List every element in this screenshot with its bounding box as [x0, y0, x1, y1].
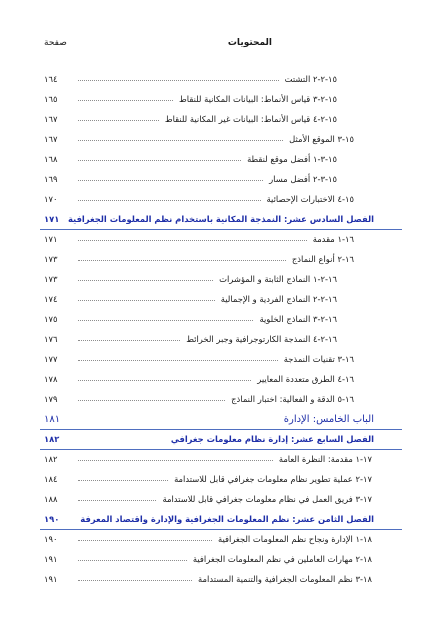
dot-leader — [78, 240, 307, 241]
toc-entry-title: ١٥-٣ الموقع الأمثل — [289, 134, 354, 144]
toc-entry-title: ١٥-٢-٣ قياس الأنماط: البيانات المكانية للنقاط — [179, 94, 337, 104]
toc-entry-title: ١٨-١ الإدارة ونجاح نظم المعلومات الجغرافية — [217, 534, 372, 544]
dot-leader — [78, 300, 215, 301]
dot-leader — [78, 320, 253, 321]
toc-entry-title: ١٥-٢-٢ التشتت — [284, 74, 337, 84]
toc-entry-title: ١٨-٢ مهارات العاملين في نظم المعلومات الجغرافية — [192, 554, 372, 564]
toc-entry-title: ١٦-٤ الطرق متعددة المعايير — [257, 374, 354, 384]
toc-entry-page: ١٧٠ — [44, 194, 58, 204]
toc-entry-title: ١٧-٣ فريق العمل في نظام معلومات جغرافي قابل للاستدامة — [162, 494, 372, 504]
toc-entry[interactable] — [0, 290, 442, 310]
toc-entry[interactable] — [0, 470, 442, 490]
dot-leader — [78, 340, 180, 341]
dot-leader — [78, 580, 192, 581]
dot-leader — [78, 380, 251, 381]
dot-leader — [78, 560, 187, 561]
toc-entry-page: ١٦٩ — [44, 174, 58, 184]
toc-entry-title: ١٧-٢ عملية تطوير نظام معلومات جغرافي قابل للاستدامة — [174, 474, 372, 484]
dot-leader — [78, 100, 173, 101]
toc-entry-title: الفصل الثامن عشر: نظم المعلومات الجغرافية والإدارة واقتصاد المعرفة — [80, 514, 374, 524]
toc-entry[interactable] — [0, 530, 442, 550]
toc-entry[interactable] — [0, 250, 442, 270]
toc-entry[interactable] — [0, 110, 442, 130]
dot-leader — [78, 400, 225, 401]
toc-entry-title: الفصل السابع عشر: إدارة نظام معلومات جغرافي — [170, 434, 374, 444]
dot-leader — [78, 200, 261, 201]
dot-leader — [78, 500, 156, 501]
toc-entry-page: ١٧١ — [44, 234, 58, 244]
toc-chapter-entry[interactable] — [0, 430, 442, 450]
toc-entry-title: ١٦-٢-١ النماذج الثابتة و المؤشرات — [219, 274, 337, 284]
dot-leader — [78, 540, 212, 541]
toc-chapter-entry[interactable] — [0, 210, 442, 230]
toc-entry-title: ١٥-٢-٤ قياس الأنماط: البيانات غير المكانية للنقاط — [164, 114, 337, 124]
toc-entry-page: ١٧٣ — [44, 254, 58, 264]
dot-leader — [78, 140, 283, 141]
toc-entry-page: ١٨١ — [44, 414, 61, 425]
toc-entry[interactable] — [0, 570, 442, 590]
toc-entry-page: ١٨٢ — [44, 434, 60, 444]
toc-entry-page: ١٧٦ — [44, 334, 58, 344]
toc-entry-page: ١٧٥ — [44, 314, 58, 324]
toc-chapter-entry[interactable] — [0, 510, 442, 530]
dot-leader — [78, 80, 279, 81]
toc-entry-page: ١٧٣ — [44, 274, 58, 284]
toc-entry-title: ١٦-٢-٢ النماذج الفردية و الإجمالية — [220, 294, 337, 304]
toc-entry[interactable] — [0, 90, 442, 110]
toc-title: المحتويات — [227, 38, 272, 48]
toc-entry[interactable] — [0, 170, 442, 190]
dot-leader — [78, 260, 286, 261]
toc-entry-title: ١٧-١ مقدمة: النظرة العامة — [278, 454, 372, 464]
dot-leader — [78, 480, 168, 481]
toc-entry-page: ١٨٨ — [44, 494, 58, 504]
toc-entry[interactable] — [0, 190, 442, 210]
toc-entry-page: ١٦٨ — [44, 154, 58, 164]
toc-entry-page: ١٧١ — [44, 214, 60, 224]
dot-leader — [78, 120, 159, 121]
toc-entry-page: ١٦٤ — [44, 74, 58, 84]
toc-header — [0, 38, 442, 54]
toc-entry-page: ١٩٠ — [44, 534, 58, 544]
toc-entry[interactable] — [0, 490, 442, 510]
toc-entry-title: الباب الخامس: الإدارة — [283, 414, 374, 425]
toc-entry-title: ١٥-٤ الاختبارات الإحصائية — [266, 194, 354, 204]
toc-entry-title: الفصل السادس عشر: النمذجة المكانية باستخدام نظم المعلومات الجغرافية — [67, 214, 374, 224]
toc-entry-title: ١٦-٥ الدقة و الفعالية: اختبار النماذج — [231, 394, 354, 404]
toc-entry[interactable] — [0, 130, 442, 150]
toc-entry-page: ١٩١ — [44, 554, 58, 564]
toc-entry-title: ١٦-٢-٤ النمذجة الكارتوجرافية وجبر الخرائط — [186, 334, 337, 344]
dot-leader — [78, 180, 263, 181]
page-column-label: صفحة — [44, 38, 67, 48]
toc-entry-page: ١٨٤ — [44, 474, 58, 484]
toc-part-entry[interactable] — [0, 410, 442, 430]
dot-leader — [78, 160, 241, 161]
toc-entry-page: ١٩٠ — [44, 514, 60, 524]
toc-entry[interactable] — [0, 270, 442, 290]
toc-entry-page: ١٨٢ — [44, 454, 58, 464]
toc-entry[interactable] — [0, 330, 442, 350]
toc-entry-page: ١٦٥ — [44, 94, 58, 104]
toc-entry-page: ١٩١ — [44, 574, 58, 584]
toc-entry-title: ١٦-٣ تقنيات النمذجة — [283, 354, 354, 364]
toc-entry[interactable] — [0, 150, 442, 170]
toc-entry-title: ١٥-٣-٢ أفضل مسار — [269, 174, 337, 184]
dot-leader — [78, 360, 278, 361]
toc-entry-title: ١٥-٣-١ أفضل موقع لنقطة — [247, 154, 337, 164]
toc-entry[interactable] — [0, 370, 442, 390]
toc-entry[interactable] — [0, 350, 442, 370]
toc-entry[interactable] — [0, 230, 442, 250]
toc-entry-title: ١٦-١ مقدمة — [312, 234, 354, 244]
toc-entry[interactable] — [0, 450, 442, 470]
toc-entry-title: ١٦-٢ أنواع النماذج — [291, 254, 354, 264]
toc-entry-title: ١٦-٢-٣ النماذج الخلوية — [259, 314, 337, 324]
dot-leader — [78, 460, 273, 461]
toc-entry[interactable] — [0, 390, 442, 410]
toc-entry[interactable] — [0, 310, 442, 330]
toc-entry[interactable] — [0, 70, 442, 90]
toc-entry-page: ١٧٧ — [44, 354, 58, 364]
toc-entry-page: ١٦٧ — [44, 114, 58, 124]
toc-entry-page: ١٧٩ — [44, 394, 58, 404]
toc-entry-page: ١٦٧ — [44, 134, 58, 144]
toc-entry-page: ١٧٨ — [44, 374, 58, 384]
dot-leader — [78, 280, 213, 281]
toc-entry[interactable] — [0, 550, 442, 570]
toc-entry-page: ١٧٤ — [44, 294, 58, 304]
toc-entry-title: ١٨-٣ نظم المعلومات الجغرافية والتنمية المستدامة — [198, 574, 372, 584]
